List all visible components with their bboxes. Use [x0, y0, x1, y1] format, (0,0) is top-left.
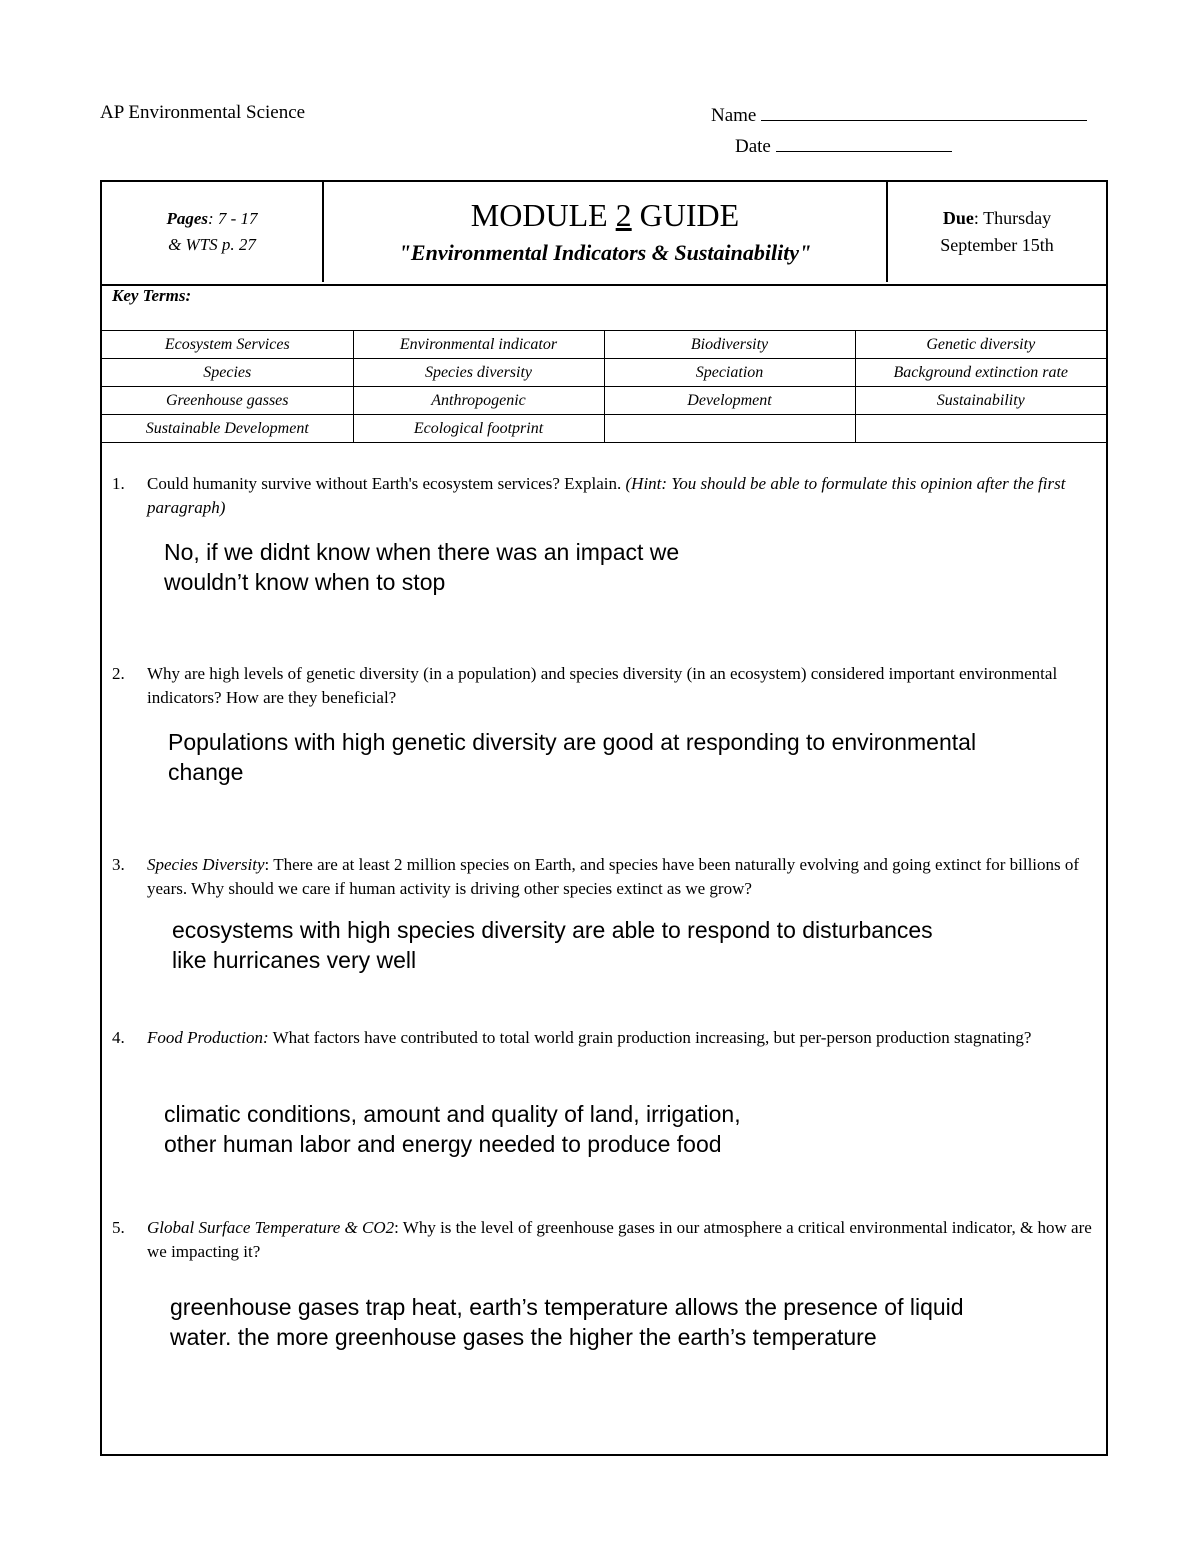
module-guide-frame	[100, 180, 1108, 1456]
key-term: Background extinction rate	[855, 359, 1106, 387]
module-title	[471, 198, 739, 233]
question-hint: (Hint: You should be able to formulate this opinion after the first paragraph)	[147, 474, 1066, 517]
key-term: Environmental indicator	[353, 331, 604, 359]
question-text: Global Surface Temperature & CO2: Why is the level of greenhouse gases in our atmosphere a critical environmental indicator, & how are we impacting it?	[147, 1218, 1092, 1261]
key-term: Speciation	[604, 359, 855, 387]
module-number: 2	[615, 197, 632, 234]
due-line	[943, 208, 1051, 229]
key-term: Ecological footprint	[353, 415, 604, 443]
key-term: Sustainability	[855, 387, 1106, 415]
question-lead: Global Surface Temperature & CO2	[147, 1218, 395, 1237]
key-terms-label: Key Terms:	[112, 286, 192, 305]
key-term-empty	[604, 415, 855, 443]
key-terms-row	[102, 359, 1106, 387]
due-label: Due	[942, 208, 974, 228]
name-field	[711, 102, 1087, 127]
key-term: Species diversity	[353, 359, 604, 387]
pages-value: : 7 - 17	[207, 209, 258, 228]
pages-line	[166, 209, 257, 229]
due-date: September 15th	[940, 235, 1054, 255]
question-text: Species Diversity: There are at least 2 million species on Earth, and species have been naturally evolving and going extinct for billions of years. Why should we care if human activity is driving other species extinct as we grow?	[147, 855, 1080, 898]
date-blank-line[interactable]	[776, 133, 952, 152]
key-term: Biodiversity	[604, 331, 855, 359]
key-term: Genetic diversity	[855, 331, 1106, 359]
question-text: Could humanity survive without Earth's ecosystem services? Explain. (Hint: You should be able to formulate this opinion after the first paragraph)	[147, 474, 1066, 517]
answer-2[interactable]: Populations with high genetic diversity are good at responding to environmental change	[168, 729, 977, 785]
question-text: Food Production: What factors have contributed to total world grain production increasing, but per-person production stagnating?	[147, 1028, 1032, 1047]
date-field	[735, 133, 952, 158]
key-terms-row	[102, 415, 1106, 443]
question-2	[112, 662, 1102, 710]
key-term: Species	[102, 359, 353, 387]
module-subtitle: "Environmental Indicators & Sustainability"	[398, 239, 812, 265]
question-number: 3.	[112, 855, 125, 874]
key-term: Ecosystem Services	[102, 331, 353, 359]
course-title: AP Environmental Science	[100, 102, 306, 123]
key-term: Development	[604, 387, 855, 415]
key-terms-row	[102, 387, 1106, 415]
answer-3[interactable]: ecosystems with high species diversity are able to respond to disturbances like hurricanes very well	[172, 917, 933, 973]
key-term: Anthropogenic	[353, 387, 604, 415]
question-4	[112, 1026, 1102, 1050]
question-number: 2.	[112, 664, 125, 683]
module-title-suffix: GUIDE	[631, 197, 740, 234]
name-label: Name	[711, 105, 757, 126]
pages-cell	[102, 182, 324, 282]
question-5	[112, 1216, 1102, 1264]
question-text: Why are high levels of genetic diversity (in a population) and species diversity (in an ecosystem) considered important environmental indicators? How are they beneficial?	[147, 664, 1058, 707]
question-3	[112, 853, 1102, 901]
question-1	[112, 472, 1102, 520]
module-title-cell	[324, 182, 888, 282]
pages-extra: & WTS p. 27	[168, 235, 256, 254]
due-day: : Thursday	[973, 208, 1052, 228]
answer-4[interactable]: climatic conditions, amount and quality of land, irrigation, other human labor and energy needed to produce food	[164, 1101, 741, 1157]
question-lead: Species Diversity	[147, 855, 265, 874]
module-title-prefix: MODULE	[470, 197, 616, 234]
due-cell	[888, 182, 1106, 282]
question-lead: Food Production:	[147, 1028, 269, 1047]
question-number: 4.	[112, 1028, 125, 1047]
pages-label: Pages	[166, 209, 208, 228]
key-term-empty	[855, 415, 1106, 443]
key-terms-table	[102, 330, 1106, 443]
question-number: 1.	[112, 474, 125, 493]
answer-1[interactable]: No, if we didnt know when there was an impact we wouldn’t know when to stop	[164, 539, 680, 595]
module-header-row	[102, 182, 1106, 286]
key-term: Sustainable Development	[102, 415, 353, 443]
date-label: Date	[735, 136, 771, 157]
answer-5[interactable]: greenhouse gases trap heat, earth’s temperature allows the presence of liquid water. the more greenhouse gases the higher the earth’s temperature	[170, 1294, 964, 1350]
key-terms-row	[102, 331, 1106, 359]
key-term: Greenhouse gasses	[102, 387, 353, 415]
question-number: 5.	[112, 1218, 125, 1237]
name-blank-line[interactable]	[761, 102, 1087, 121]
